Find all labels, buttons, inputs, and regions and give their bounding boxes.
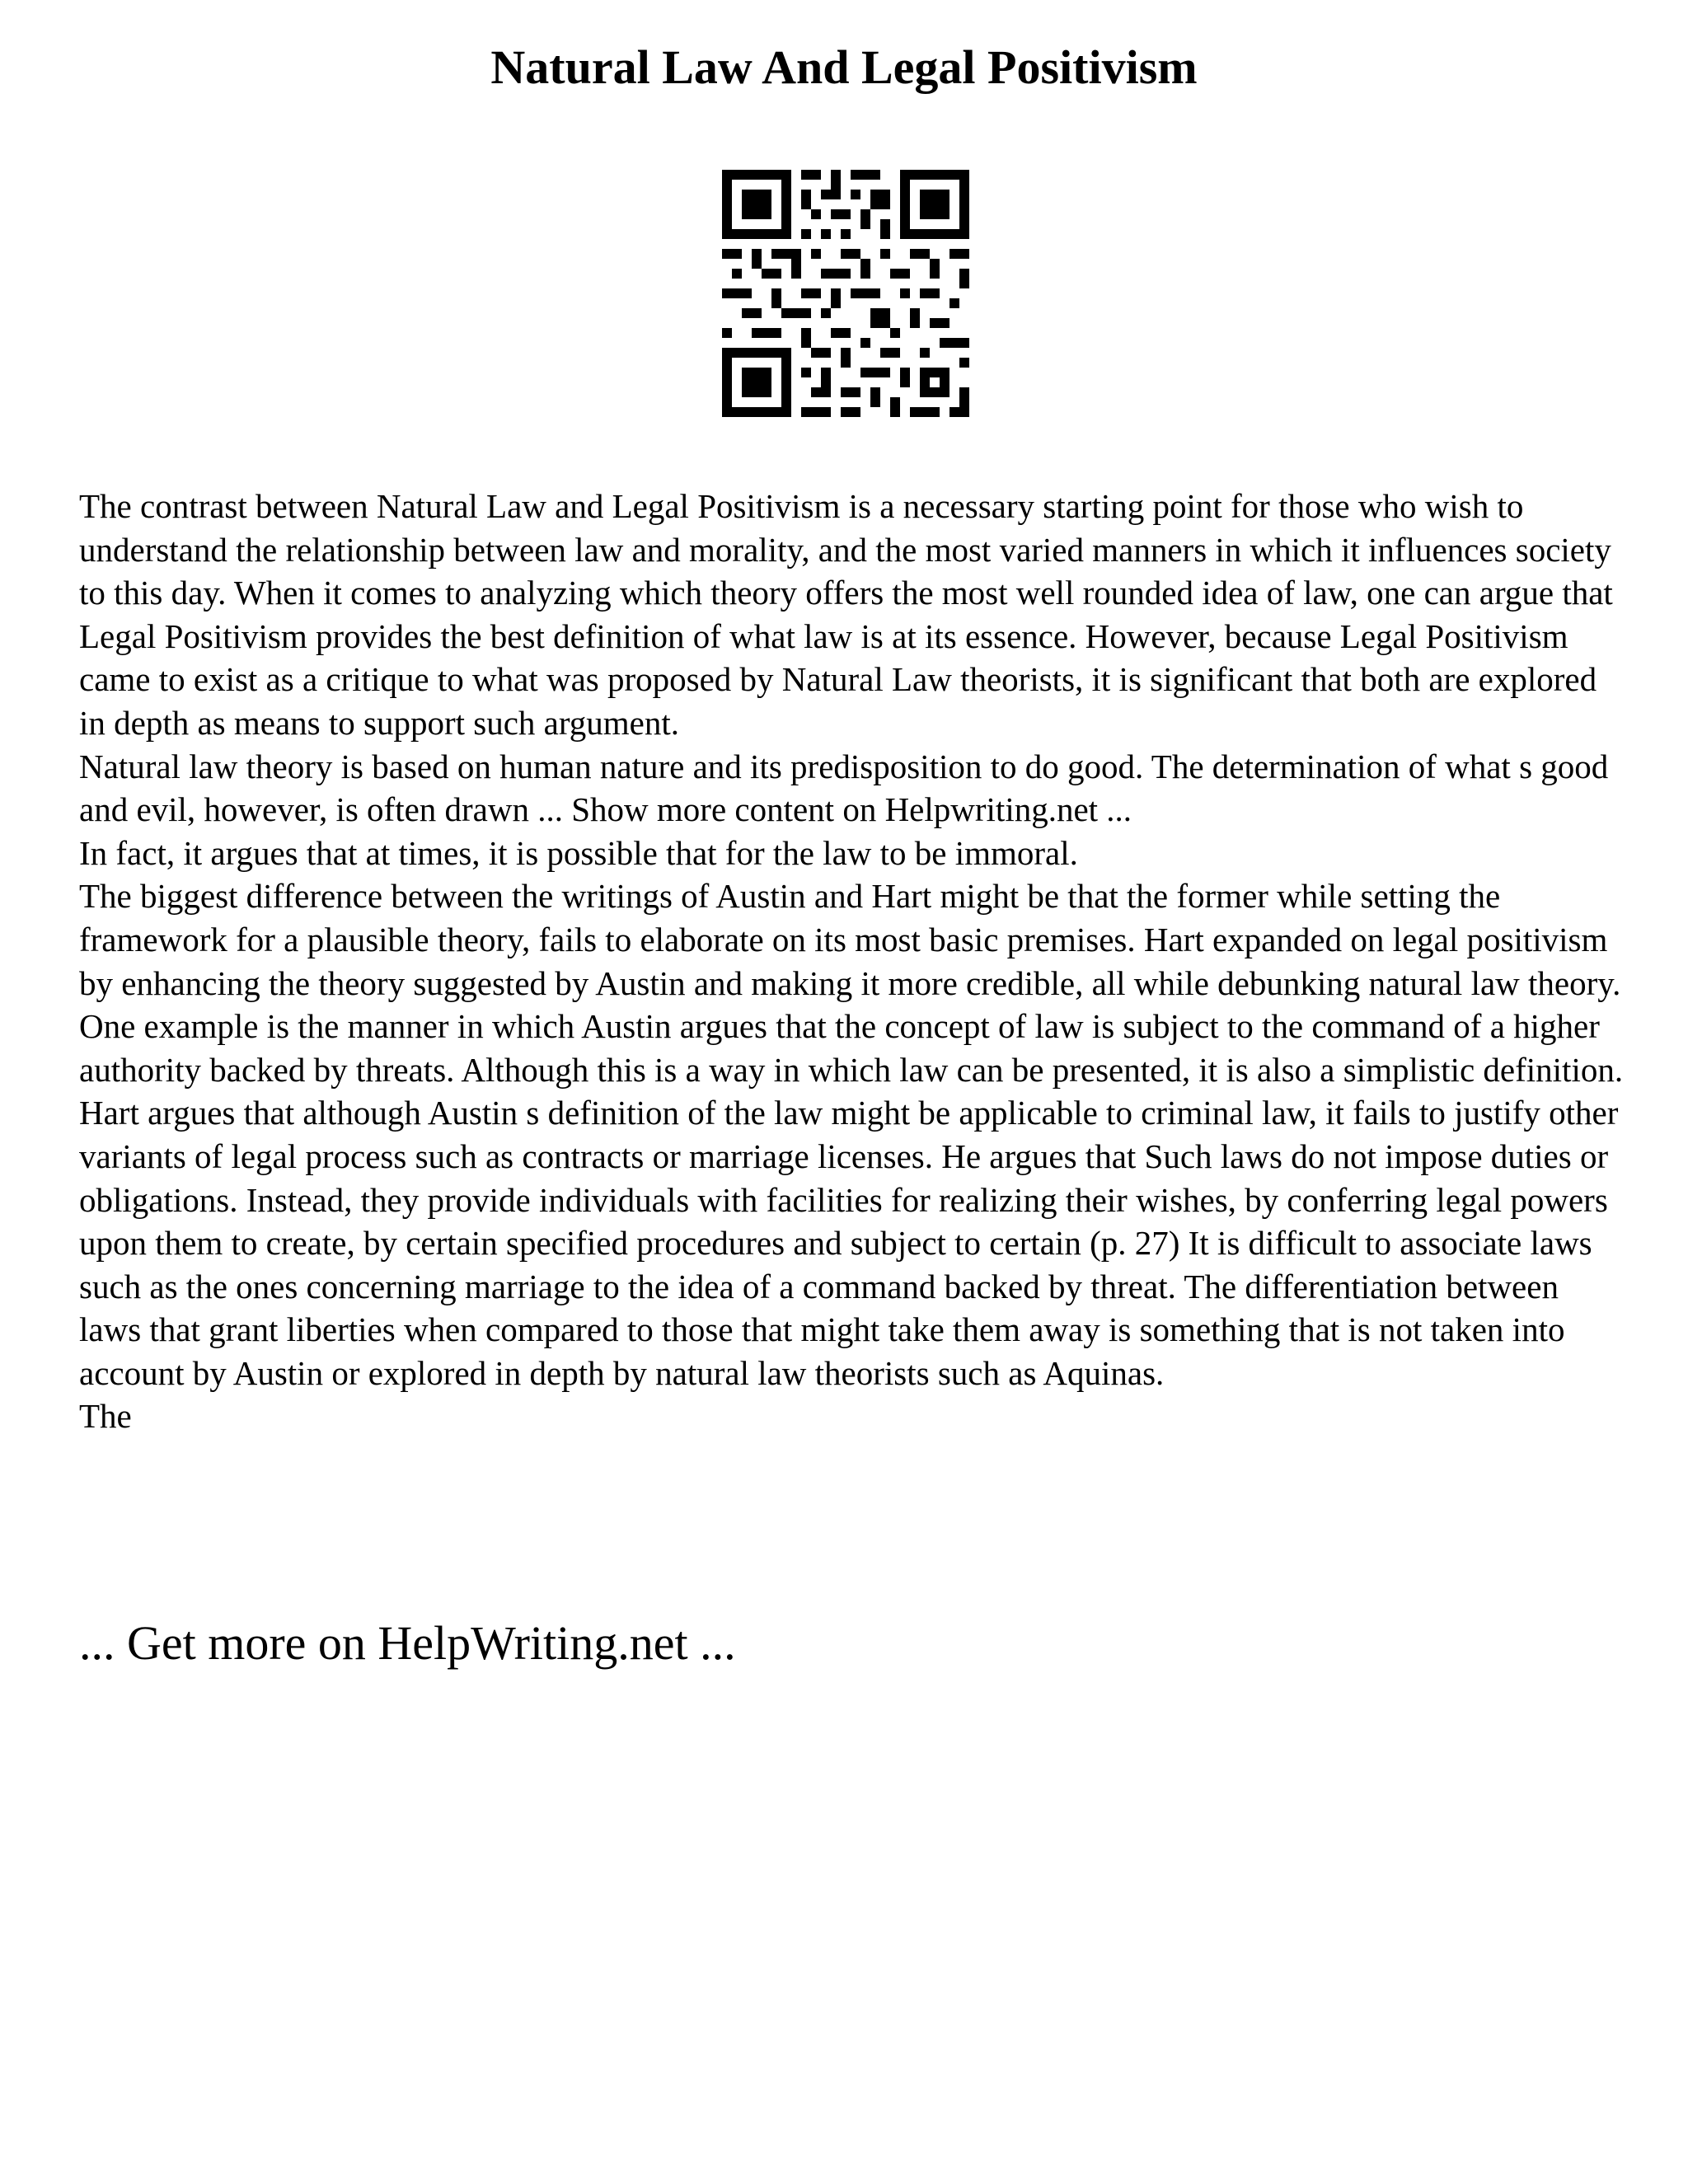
article-body bbox=[79, 485, 1629, 1438]
paragraph: The biggest difference between the writings of Austin and Hart might be that the former while setting the framework for a plausible theory, fails to elaborate on its most basic premises. Hart expanded on legal positivism by enhancing the theory suggested by Austin and making it more credible, all while debunking natural law theory. One example is the manner in which Austin argues that the concept of law is subject to the command of a higher authority backed by threats. Although this is a way in which law can be presented, it is also a simplistic definition. Hart argues that although Austin s definition of the law might be applicable to criminal law, it fails to justify other variants of legal process such as contracts or marriage licenses. He argues that Such laws do not impose duties or obligations. Instead, they provide individuals with facilities for realizing their wishes, by conferring legal powers upon them to create, by certain specified procedures and subject to certain (p. 27) It is difficult to associate laws such as the ones concerning marriage to the idea of a command backed by threat. The differentiation between laws that grant liberties when compared to those that might take them away is something that is not taken into account by Austin or explored in depth by natural law theorists such as Aquinas. bbox=[79, 877, 1624, 1392]
paragraph: In fact, it argues that at times, it is possible that for the law to be immoral. bbox=[79, 833, 1078, 872]
page-title: Natural Law And Legal Positivism bbox=[490, 40, 1198, 94]
qr-code-icon bbox=[722, 170, 969, 417]
paragraph: Natural law theory is based on human nature and its predisposition to do good. The determination of what s good and evil, however, is often drawn ... Show more content on Helpwriting.net ... bbox=[79, 747, 1609, 829]
get-more-link[interactable]: ... Get more on HelpWriting.net ... bbox=[79, 1616, 736, 1670]
paragraph: The contrast between Natural Law and Legal Positivism is a necessary starting point for those who wish to understand the relationship between law and morality, and the most varied manners in which it influences society to this day. When it comes to analyzing which theory offers the most well rounded idea of law, one can argue that Legal Positivism provides the best definition of what law is at its essence. However, because Legal Positivism came to exist as a critique to what was proposed by Natural Law theorists, it is significant that both are explored in depth as means to support such argument. bbox=[79, 487, 1613, 742]
paragraph: The bbox=[79, 1397, 132, 1436]
